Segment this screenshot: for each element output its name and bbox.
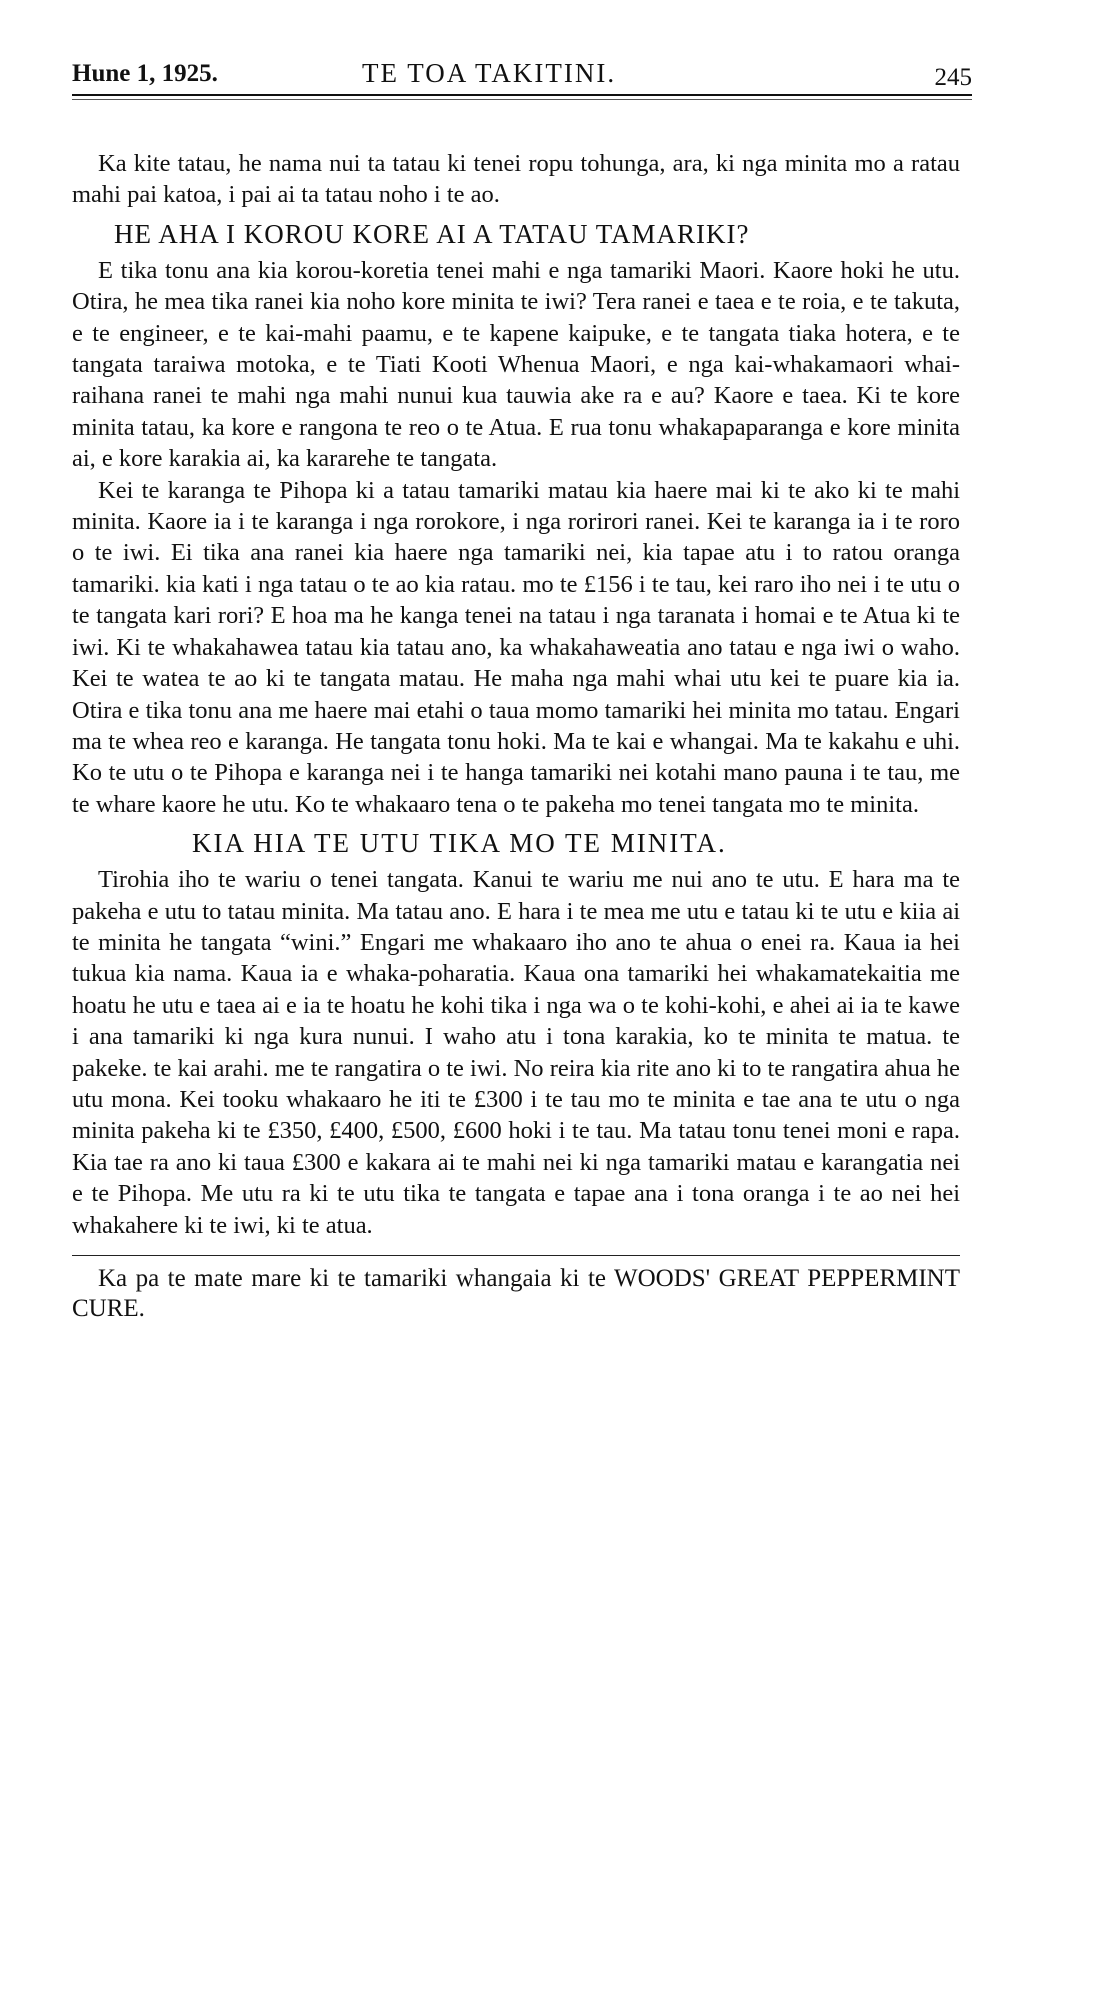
header-rule-thin <box>72 99 972 100</box>
page-number: 245 <box>934 64 972 91</box>
publication-title: TE TOA TAKITINI. <box>362 58 617 88</box>
issue-date: Hune 1, 1925. <box>72 60 218 87</box>
running-head <box>72 58 972 98</box>
advertisement-rule <box>72 1255 960 1256</box>
section2-paragraph: Tirohia iho te wariu o tenei tangata. Kanui te wariu me nui ano te utu. E hara ma te pakeha e utu to tatau minita. Ma tatau ano. E hara i te mea me utu e tatau ki te utu e kiia ai te minita he tangata “wini.” Engari me whakaaro iho ano te ahua o enei ra. Kaua ia hei tukua kia nama. Kaua ia e whaka-poharatia. Kaua ona tamariki hei whakamatekaitia me hoatu he utu e taea ai e ia te hoatu he kohi tika i nga wa o te kohi-kohi, e ahei ai ia te kawe i ana tamariki ki nga kura nunui. I waho atu i tona karakia, ko te minita te matua. te pakeke. te kai arahi. me te rangatira o te iwi. No reira kia rite ano ki to te rangatira ahua he utu mona. Kei tooku whakaaro he iti te £300 i te tau mo te minita e tae ana te utu o nga minita pakeha ki te £350, £400, £500, £600 hoki i te tau. Ma tatau tonu tenei moni e rapa. Kia tae ra ano ki taua £300 e kakara ai te mahi nei ki nga tamariki matau e karangatia nei e te Pihopa. Me utu ra ki te utu tika te tangata e tapae ana i tona oranga i te ao nei hei whakahere ki te iwi, ki te atua. <box>72 866 960 1239</box>
section-heading-2: KIA HIA TE UTU TIKA MO TE MINITA. <box>192 828 727 859</box>
article-body <box>72 148 972 1324</box>
advertisement: Ka pa te mate mare ki te tamariki whangaia ki te WOODS' GREAT PEPPERMINT CURE. <box>72 1265 960 1322</box>
page <box>72 58 972 1324</box>
intro-paragraph: Ka kite tatau, he nama nui ta tatau ki tenei ropu tohunga, ara, ki nga minita mo a ratau mahi pai katoa, i pai ai ta tatau noho i te ao. <box>72 150 960 209</box>
section-heading-1: HE AHA I KOROU KORE AI A TATAU TAMARIKI? <box>114 218 750 249</box>
header-rule <box>72 94 972 96</box>
section1-paragraph-2: Kei te karanga te Pihopa ki a tatau tamariki matau kia haere mai ki te ako ki te mahi minita. Kaore ia i te karanga i nga rorokore, i nga rorirori ranei. Kei te karanga ia i te roro o te iwi. Ei tika ana ranei kia haere nga tamariki nei, kia tapae atu i to ratou oranga tamariki. kia kati i nga tatau o te ao kia ratau. mo te £156 i te tau, kei raro iho nei i te utu o te tangata kari rori? E hoa ma he kanga tenei na tatau i nga taranata i homai e te Atua ki te iwi. Ki te whakahawea tatau kia tatau ano, ka whakahaweatia ano tatau e nga iwi o waho. Kei te watea te ao ki te tangata matau. He maha nga mahi whai utu kei te puare kia ia. Otira e tika tonu ana me haere mai etahi o taua momo tamariki hei minita mo tatau. Engari ma te whea reo e karanga. He tangata tonu hoki. Ma te kai e whangai. Ma te kakahu e uhi. Ko te utu o te Pihopa e karanga nei i te hanga tamariki nei kotahi mano pauna i te tau, me te whare kaore he utu. Ko te whakaaro tena o te pakeha mo tenei tangata mo te minita. <box>72 476 960 818</box>
section1-paragraph-1: E tika tonu ana kia korou-koretia tenei mahi e nga tamariki Maori. Kaore hoki he utu. Otira, he mea tika ranei kia noho kore minita te iwi? Tera ranei e taea e te roia, e te takuta, e te engineer, e te kai-mahi paamu, e te kapene kaipuke, e te tangata tiaka hotera, e te tangata taraiwa motoka, e te Tiati Kooti Whenua Maori, e nga kai-whakamaori whai-raihana ranei te mahi nga mahi nunui kua tauwia ake ra e au? Kaore e taea. Ki te kore minita tatau, ka kore e rangona te reo o te Atua. E rua tonu whakapaparanga e kore minita ai, e kore karakia ai, ka kararehe te tangata. <box>72 256 960 473</box>
